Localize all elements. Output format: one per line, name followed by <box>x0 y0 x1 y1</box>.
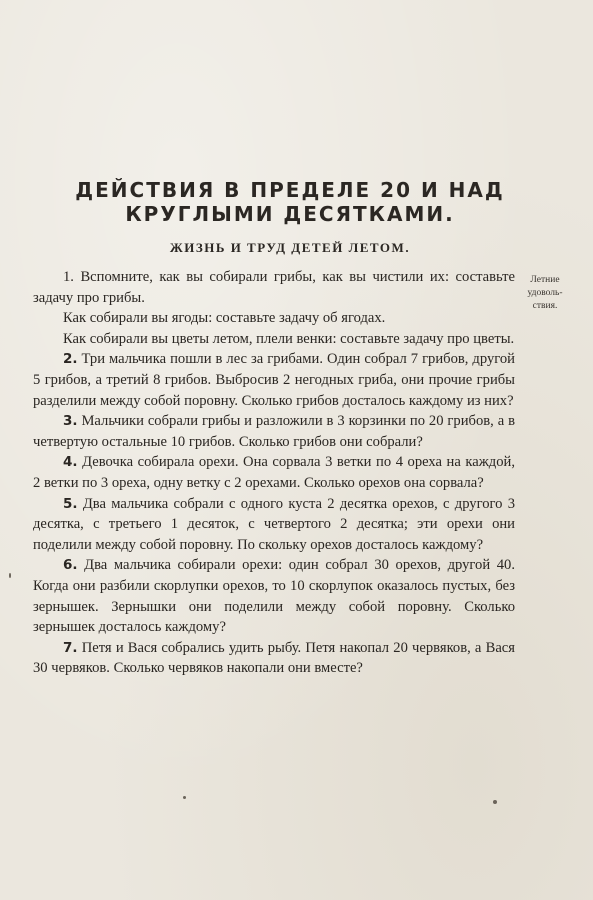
problem-paragraph <box>33 329 515 350</box>
paper-speck <box>183 796 186 799</box>
problem-number: 5. <box>63 495 78 512</box>
problem-text: Как собирали вы ягоды: составьте задачу об ягодах. <box>63 310 386 327</box>
section-heading-line-1: ДЕЙСТВИЯ В ПРЕДЕЛЕ 20 И НАД <box>75 178 505 202</box>
problem-paragraph <box>33 452 515 493</box>
margin-note-line-3: ствия. <box>532 301 558 311</box>
margin-note <box>520 274 570 313</box>
problem-text: Три мальчика пошли в лес за грибами. Один собрал 7 грибов, другой 5 грибов, а третий 8 грибов. Выбросив 2 негодных гриба, они прочие грибы разделили между собой поровну. Сколько грибов досталось каждому из них? <box>33 351 515 409</box>
problem-paragraph <box>33 308 515 329</box>
problem-text: Петя и Вася собрались удить рыбу. Петя накопал 20 червяков, а Вася 30 червяков. Сколько червяков накопали они вместе? <box>33 639 515 677</box>
problem-text: Девочка собирала орехи. Она сорвала 3 ветки по 4 ореха на каждой, 2 ветки по 3 ореха, одну ветку с 2 орехами. Сколько орехов она сорвала? <box>33 454 515 491</box>
problem-number: 6. <box>63 557 78 574</box>
margin-note-line-2: удоволь- <box>527 288 563 298</box>
problem-number: 2. <box>63 351 78 368</box>
problem-paragraph <box>33 267 515 308</box>
problem-number: 1. <box>63 269 74 285</box>
paper-speck <box>9 573 11 578</box>
problem-paragraph <box>33 411 515 452</box>
section-heading <box>40 178 540 226</box>
problem-number: 7. <box>63 639 78 656</box>
problem-number: 3. <box>63 413 78 430</box>
paper-speck <box>493 800 497 804</box>
problem-paragraph <box>33 349 515 411</box>
section-heading-line-2: КРУГЛЫМИ ДЕСЯТКАМИ. <box>125 202 455 226</box>
section-subheading: ЖИЗНЬ И ТРУД ДЕТЕЙ ЛЕТОМ. <box>169 240 411 255</box>
problem-paragraph <box>33 555 515 637</box>
problem-text: Вспомните, как вы собирали грибы, как вы чистили их: составьте задачу про грибы. <box>33 269 515 306</box>
problem-number: 4. <box>63 454 78 471</box>
problem-list <box>33 267 515 679</box>
problem-paragraph <box>33 494 515 556</box>
problem-paragraph <box>33 638 515 679</box>
problem-text: Два мальчика собрали с одного куста 2 десятка орехов, с другого 3 десятка, с третьего 1 десяток, с четвертого 2 десятка; эти орехи они поделили между собой поровну. По скольку орехов досталось каждому? <box>33 495 516 553</box>
problem-text: Два мальчика собирали орехи: один собрал 30 орехов, другой 40. Когда они разбили скорлупки орехов, то 10 скорлупок оказалось пустых, без зернышек. Зернышки они поделили между собой поровну. Сколько зернышек досталось каждому? <box>33 557 515 636</box>
problem-text: Как собирали вы цветы летом, плели венки: составьте задачу про цветы. <box>63 330 515 347</box>
problem-text: Мальчики собрали грибы и разложили в 3 корзинки по 20 грибов, а в четвертую остальные 10 грибов. Сколько грибов они собрали? <box>33 413 515 450</box>
margin-note-line-1: Летние <box>530 275 560 285</box>
